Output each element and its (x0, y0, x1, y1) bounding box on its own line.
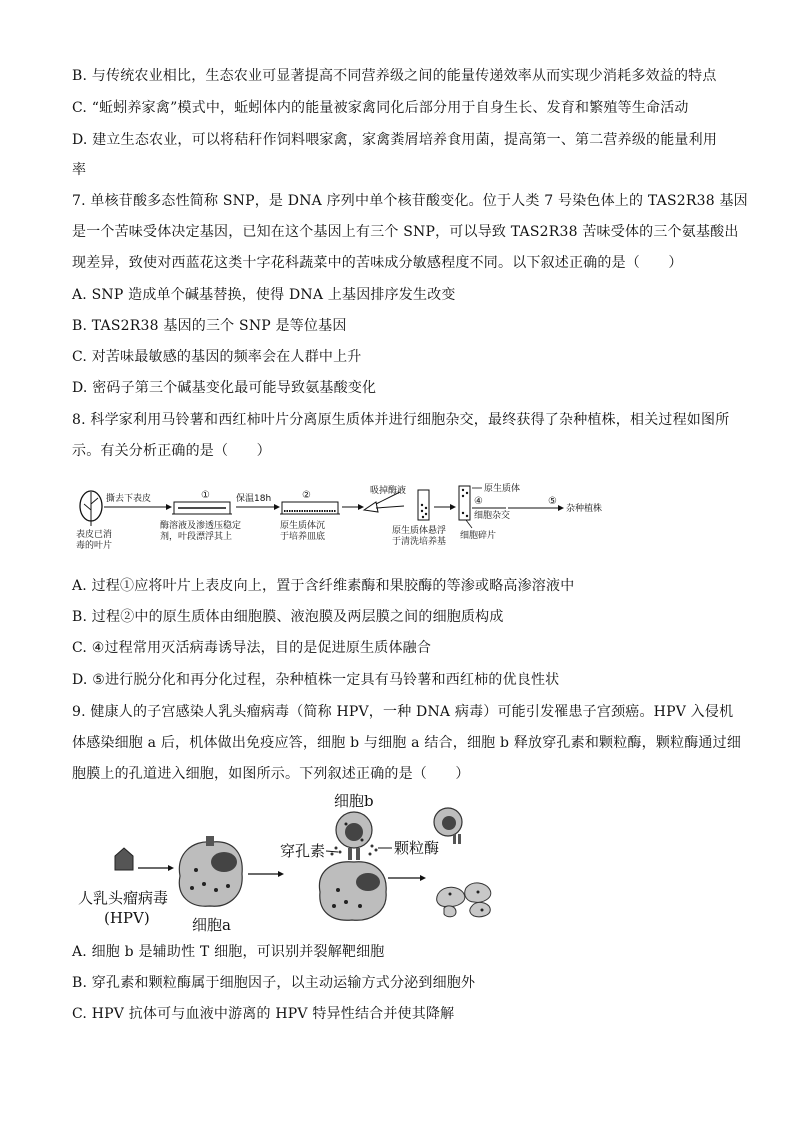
leaf-icon (80, 491, 102, 526)
option-8c: C. ④过程常用灭活病毒诱导法，目的是促进原生质体融合 (72, 640, 432, 656)
svg-text:于清洗培养基: 于清洗培养基 (392, 537, 447, 547)
centrifuge-tube-icon (459, 486, 470, 520)
target-cell-icon (319, 862, 386, 921)
question-8-stem-1: 8. 科学家利用马铃薯和西红柿叶片分离原生质体并进行细胞杂交，最终获得了杂种植株，相关过程如图所 (72, 412, 730, 428)
option-8d: D. ⑤进行脱分化和再分化过程，杂种植株一定具有马铃薯和西红柿的优良性状 (72, 672, 560, 688)
cell-b-icon (336, 812, 372, 860)
svg-text:⑤: ⑤ (548, 496, 557, 507)
svg-text:撕去下表皮: 撕去下表皮 (106, 494, 152, 504)
protoplast-dish-icon (280, 502, 340, 514)
question-7-stem-1: 7. 单核苷酸多态性简称 SNP，是 DNA 序列中单个核苷酸变化。位于人类 7 号染色体上的 TAS2R38 基因 (72, 193, 748, 209)
svg-text:表皮已消: 表皮已消 (76, 530, 113, 540)
svg-text:杂种植株: 杂种植株 (566, 504, 603, 514)
question-9-stem-2: 体感染细胞 a 后，机体做出免疫应答，细胞 b 与细胞 a 结合，细胞 b 释放穿孔素和颗粒酶，颗粒酶通过细 (72, 735, 742, 751)
svg-text:酶溶液及渗透压稳定: 酶溶液及渗透压稳定 (160, 521, 242, 531)
option-7a: A. SNP 造成单个碱基替换，使得 DNA 上基因排序发生改变 (72, 287, 456, 303)
svg-text:颗粒酶: 颗粒酶 (394, 839, 440, 857)
hpv-immune-diagram (72, 790, 552, 940)
svg-text:原生质体: 原生质体 (484, 484, 521, 494)
svg-text:吸掉酶液: 吸掉酶液 (370, 486, 407, 496)
option-6b: B. 与传统农业相比，生态农业可显著提高不同营养级之间的能量传递效率从而实现少消耗多效益的特点 (72, 68, 717, 84)
svg-text:人乳头瘤病毒: 人乳头瘤病毒 (78, 889, 169, 907)
svg-text:于培养皿底: 于培养皿底 (280, 532, 326, 542)
svg-text:穿孔素: 穿孔素 (280, 842, 326, 860)
option-8b: B. 过程②中的原生质体由细胞膜、液泡膜及两层膜之间的细胞质构成 (72, 609, 504, 625)
svg-text:①: ① (201, 490, 210, 501)
option-9b: B. 穿孔素和颗粒酶属于细胞因子，以主动运输方式分泌到细胞外 (72, 975, 476, 991)
test-tube-icon (418, 490, 429, 520)
option-6c: C. “蚯蚓养家禽”模式中，蚯蚓体内的能量被家禽同化后部分用于自身生长、发育和繁殖等生命活动 (72, 100, 689, 116)
svg-text:细胞碎片: 细胞碎片 (460, 531, 497, 541)
svg-text:细胞b: 细胞b (334, 792, 374, 810)
cell-a-icon (179, 836, 242, 906)
svg-text:原生质体悬浮: 原生质体悬浮 (392, 526, 447, 536)
option-8a: A. 过程①应将叶片上表皮向上，置于含纤维素酶和果胶酶的等渗或略高渗溶液中 (72, 578, 575, 594)
option-7b: B. TAS2R38 基因的三个 SNP 是等位基因 (72, 318, 347, 334)
hpv-virus-icon (115, 848, 133, 870)
svg-text:剂，叶段漂浮其上: 剂，叶段漂浮其上 (160, 532, 233, 542)
option-9a: A. 细胞 b 是辅助性 T 细胞，可识别并裂解靶细胞 (72, 944, 385, 960)
svg-text:细胞杂交: 细胞杂交 (474, 511, 511, 521)
protoplast-fusion-diagram (74, 480, 634, 560)
svg-text:(HPV): (HPV) (104, 909, 150, 927)
svg-text:原生质体沉: 原生质体沉 (280, 521, 326, 531)
question-9-stem-1: 9. 健康人的子宫感染人乳头瘤病毒（简称 HPV，一种 DNA 病毒）可能引发罹患子宫颈癌。HPV 入侵机 (72, 704, 734, 720)
option-7c: C. 对苦味最敏感的基因的频率会在人群中上升 (72, 349, 362, 365)
enzyme-dish-icon (172, 502, 232, 514)
svg-text:细胞a: 细胞a (192, 916, 231, 934)
question-7-stem-2: 是一个苦味受体决定基因，已知在这个基因上有三个 SNP，可以导致 TAS2R38 苦味受体的三个氨基酸出 (72, 224, 739, 240)
svg-text:④: ④ (474, 496, 483, 507)
lysed-cell-icon (437, 883, 491, 917)
svg-text:保温18h: 保温18h (236, 494, 272, 504)
svg-text:毒的叶片: 毒的叶片 (76, 541, 113, 551)
question-7-stem-3: 现差异，致使对西蓝花这类十字花科蔬菜中的苦味成分敏感程度不同。以下叙述正确的是（ ） (72, 255, 683, 271)
option-6d: D. 建立生态农业，可以将秸秆作饲料喂家禽，家禽粪屑培养食用菌，提高第一、第二营养级的能量利用 (72, 132, 718, 148)
option-6d-cont: 率 (72, 162, 87, 178)
svg-text:②: ② (302, 490, 311, 501)
question-9-stem-3: 胞膜上的孔道进入细胞，如图所示。下列叙述正确的是（ ） (72, 766, 470, 782)
option-9c: C. HPV 抗体可与血液中游离的 HPV 特异性结合并使其降解 (72, 1006, 455, 1022)
option-7d: D. 密码子第三个碱基变化最可能导致氨基酸变化 (72, 380, 377, 396)
question-8-stem-2: 示。有关分析正确的是（ ） (72, 443, 271, 459)
